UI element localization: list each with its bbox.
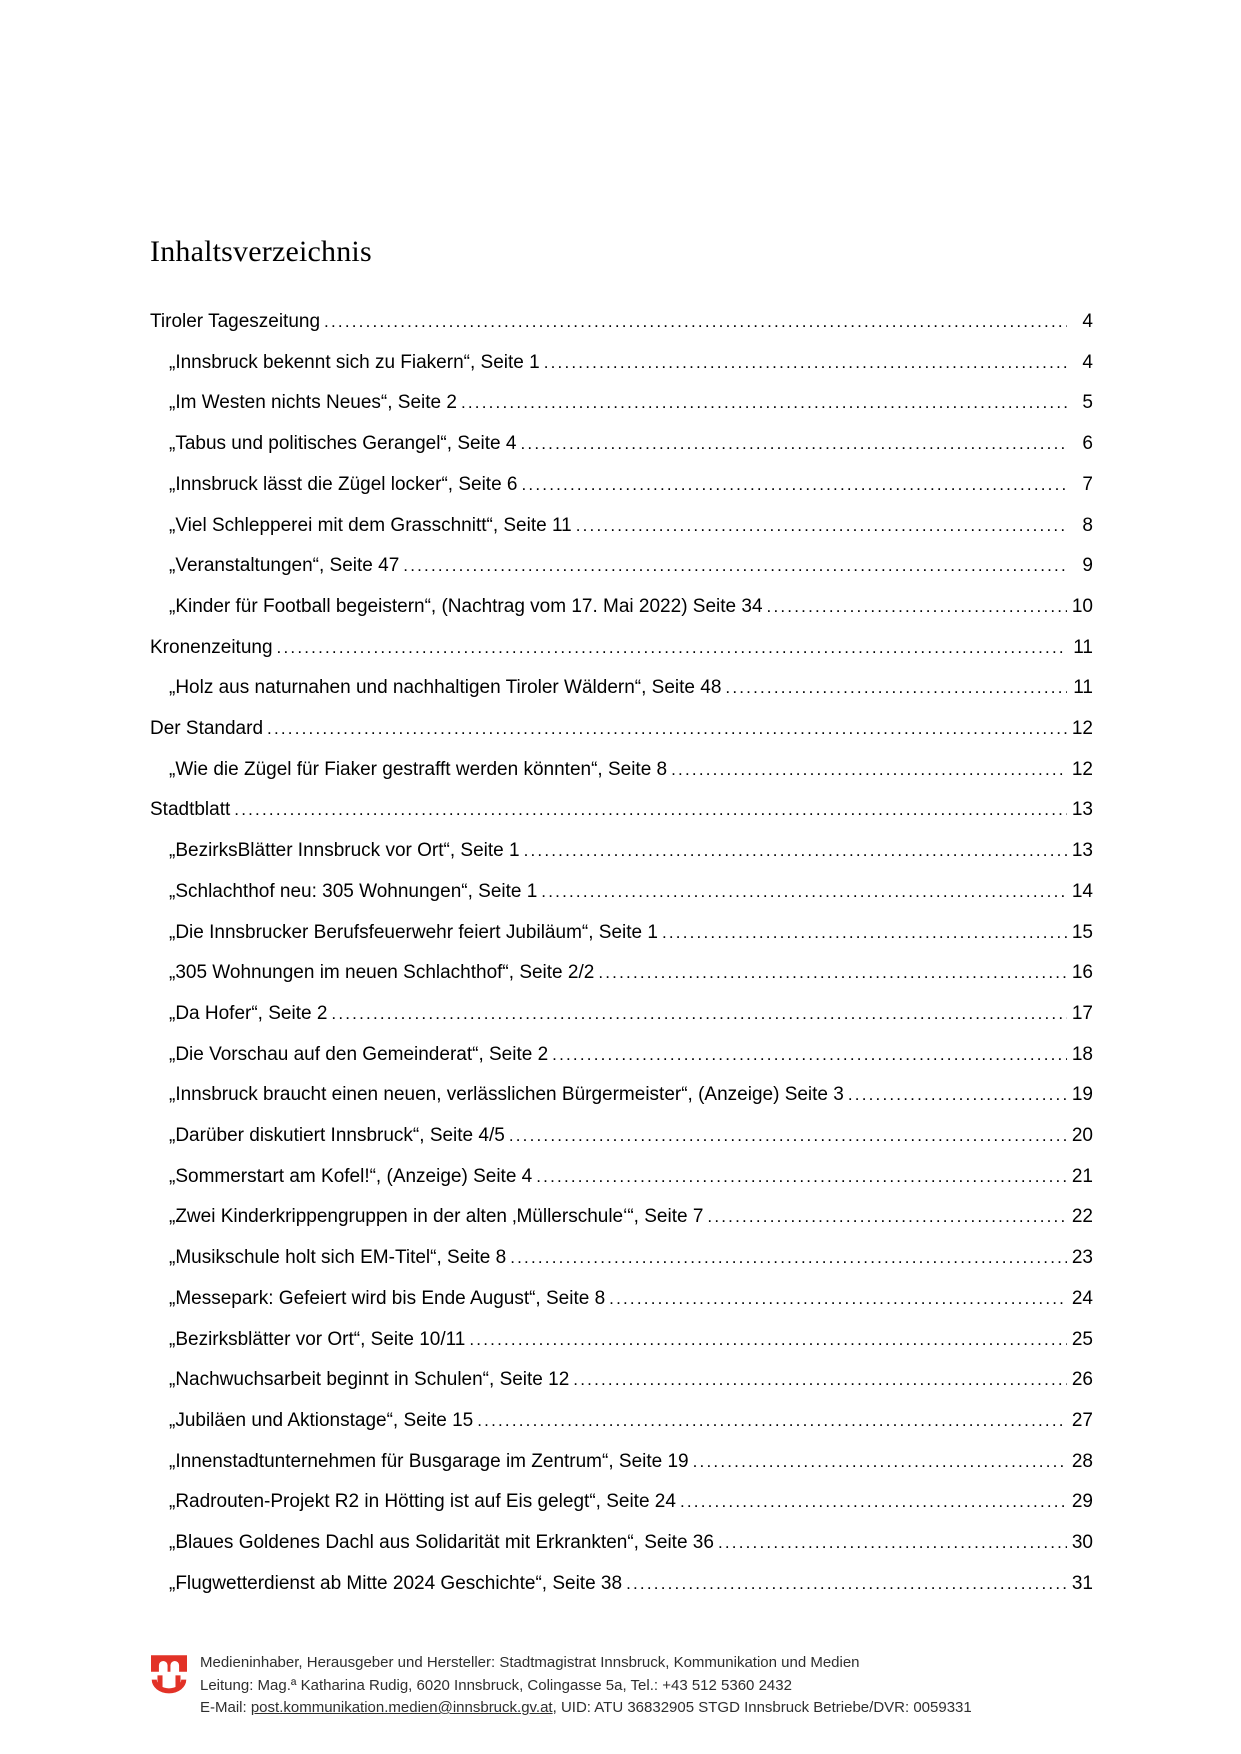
footer-email-prefix: E-Mail: xyxy=(200,1699,251,1716)
toc-entry-page-number: 8 xyxy=(1082,514,1093,536)
toc-entry-page-number: 17 xyxy=(1071,1002,1093,1024)
toc-entry[interactable] xyxy=(150,913,1093,954)
toc-entry[interactable] xyxy=(150,424,1093,465)
toc-entry[interactable] xyxy=(150,1564,1093,1605)
dot-leader xyxy=(541,872,1067,913)
dot-leader xyxy=(520,424,1067,465)
dot-leader xyxy=(707,1197,1067,1238)
toc-entry-page-number: 26 xyxy=(1071,1369,1093,1391)
toc-entry-label: Kronenzeitung xyxy=(150,636,273,658)
toc-entry-label: „Nachwuchsarbeit beginnt in Schulen“, Seite 12 xyxy=(169,1369,570,1391)
dot-leader xyxy=(718,1523,1067,1564)
toc-entry-page-number: 4 xyxy=(1082,351,1093,373)
dot-leader xyxy=(277,628,1067,669)
toc-entry-label: „Da Hofer“, Seite 2 xyxy=(169,1002,328,1024)
dot-leader xyxy=(524,831,1067,872)
page-title: Inhaltsverzeichnis xyxy=(150,235,372,268)
toc-entry[interactable] xyxy=(150,383,1093,424)
toc-entry-page-number: 19 xyxy=(1071,1084,1093,1106)
toc-entry-label: „Darüber diskutiert Innsbruck“, Seite 4/5 xyxy=(169,1125,505,1147)
toc-entry[interactable] xyxy=(150,302,1093,343)
toc-entry-label: „Die Vorschau auf den Gemeinderat“, Seite 2 xyxy=(169,1043,549,1065)
toc-entry-page-number: 28 xyxy=(1071,1450,1093,1472)
dot-leader xyxy=(536,1157,1067,1198)
toc-entry-label: „Musikschule holt sich EM-Titel“, Seite 8 xyxy=(169,1247,507,1269)
dot-leader xyxy=(693,1442,1067,1483)
toc-entry-page-number: 14 xyxy=(1071,880,1093,902)
dot-leader xyxy=(767,587,1067,628)
page-footer xyxy=(151,1652,972,1720)
toc-entry[interactable] xyxy=(150,790,1093,831)
toc-entry-page-number: 13 xyxy=(1071,840,1093,862)
dot-leader xyxy=(848,1075,1067,1116)
toc-entry-label: „Messepark: Gefeiert wird bis Ende August“, Seite 8 xyxy=(169,1287,606,1309)
toc-entry[interactable] xyxy=(150,953,1093,994)
toc-entry-page-number: 5 xyxy=(1082,392,1093,414)
toc-entry-label: „Veranstaltungen“, Seite 47 xyxy=(169,555,400,577)
toc-entry-label: „Die Innsbrucker Berufsfeuerwehr feiert Jubiläum“, Seite 1 xyxy=(169,921,658,943)
toc-entry-page-number: 18 xyxy=(1071,1043,1093,1065)
toc-entry-page-number: 22 xyxy=(1071,1206,1093,1228)
toc-entry[interactable] xyxy=(150,1279,1093,1320)
dot-leader xyxy=(510,1238,1067,1279)
toc-entry-page-number: 15 xyxy=(1071,921,1093,943)
toc-entry-label: „Zwei Kinderkrippengruppen in der alten ‚Müllerschule‘“, Seite 7 xyxy=(169,1206,704,1228)
toc-entry[interactable] xyxy=(150,1523,1093,1564)
dot-leader xyxy=(662,913,1067,954)
toc-entry[interactable] xyxy=(150,546,1093,587)
toc-entry-page-number: 30 xyxy=(1071,1532,1093,1554)
dot-leader xyxy=(234,790,1067,831)
toc-entry[interactable] xyxy=(150,994,1093,1035)
table-of-contents xyxy=(150,302,1093,1605)
toc-entry[interactable] xyxy=(150,506,1093,547)
dot-leader xyxy=(544,343,1067,384)
toc-entry-page-number: 4 xyxy=(1082,311,1093,332)
toc-entry[interactable] xyxy=(150,668,1093,709)
toc-entry[interactable] xyxy=(150,872,1093,913)
toc-entry-label: Stadtblatt xyxy=(150,799,231,821)
dot-leader xyxy=(522,465,1068,506)
toc-entry-page-number: 31 xyxy=(1071,1572,1093,1594)
dot-leader xyxy=(609,1279,1067,1320)
toc-entry[interactable] xyxy=(150,831,1093,872)
dot-leader xyxy=(461,383,1067,424)
dot-leader xyxy=(267,709,1067,750)
toc-entry-page-number: 12 xyxy=(1071,758,1093,780)
toc-entry-label: „305 Wohnungen im neuen Schlachthof“, Seite 2/2 xyxy=(169,962,595,984)
toc-entry[interactable] xyxy=(150,1035,1093,1076)
toc-entry-page-number: 20 xyxy=(1071,1125,1093,1147)
toc-entry[interactable] xyxy=(150,1482,1093,1523)
dot-leader xyxy=(598,953,1067,994)
dot-leader xyxy=(680,1482,1067,1523)
toc-entry-page-number: 29 xyxy=(1071,1491,1093,1513)
toc-entry[interactable] xyxy=(150,1116,1093,1157)
dot-leader xyxy=(573,1360,1067,1401)
dot-leader xyxy=(552,1035,1067,1076)
toc-entry-label: „Viel Schlepperei mit dem Grasschnitt“, Seite 11 xyxy=(169,514,572,536)
toc-entry-label: „Blaues Goldenes Dachl aus Solidarität mit Erkrankten“, Seite 36 xyxy=(169,1532,714,1554)
toc-entry-label: „Sommerstart am Kofel!“, (Anzeige) Seite 4 xyxy=(169,1165,533,1187)
dot-leader xyxy=(725,668,1067,709)
footer-line-publisher: Medieninhaber, Herausgeber und Hersteller: Stadtmagistrat Innsbruck, Kommunikation und Medien xyxy=(200,1654,860,1671)
footer-line-email-uid xyxy=(200,1697,972,1720)
toc-entry-label: „Flugwetterdienst ab Mitte 2024 Geschichte“, Seite 38 xyxy=(169,1572,623,1594)
toc-entry[interactable] xyxy=(150,628,1093,669)
toc-entry-label: „Im Westen nichts Neues“, Seite 2 xyxy=(169,392,457,414)
dot-leader xyxy=(477,1401,1067,1442)
dot-leader xyxy=(469,1320,1067,1361)
toc-entry-label: „Innsbruck lässt die Zügel locker“, Seite 6 xyxy=(169,473,518,495)
toc-entry-label: „Radrouten-Projekt R2 in Hötting ist auf Eis gelegt“, Seite 24 xyxy=(169,1491,676,1513)
toc-entry-label: „Innenstadtunternehmen für Busgarage im Zentrum“, Seite 19 xyxy=(169,1450,689,1472)
toc-entry-label: „Innsbruck braucht einen neuen, verlässlichen Bürgermeister“, (Anzeige) Seite 3 xyxy=(169,1084,844,1106)
toc-entry[interactable] xyxy=(150,1075,1093,1116)
toc-entry-label: „Holz aus naturnahen und nachhaltigen Tiroler Wäldern“, Seite 48 xyxy=(169,677,722,699)
toc-entry[interactable] xyxy=(150,1442,1093,1483)
toc-entry-label: Tiroler Tageszeitung xyxy=(150,311,321,332)
toc-entry[interactable] xyxy=(150,1360,1093,1401)
toc-entry-label: „Bezirksblätter vor Ort“, Seite 10/11 xyxy=(169,1328,466,1350)
toc-entry-page-number: 13 xyxy=(1071,799,1093,821)
toc-entry-label: „BezirksBlätter Innsbruck vor Ort“, Seite 1 xyxy=(169,840,520,862)
dot-leader xyxy=(331,994,1067,1035)
toc-entry-label: „Innsbruck bekennt sich zu Fiakern“, Seite 1 xyxy=(169,351,540,373)
toc-entry-label: „Wie die Zügel für Fiaker gestrafft werden könnten“, Seite 8 xyxy=(169,758,668,780)
toc-entry[interactable] xyxy=(150,343,1093,384)
toc-entry-page-number: 7 xyxy=(1082,473,1093,495)
toc-entry-label: „Jubiläen und Aktionstage“, Seite 15 xyxy=(169,1409,474,1431)
dot-leader xyxy=(324,302,1067,343)
dot-leader xyxy=(671,750,1067,791)
toc-entry-page-number: 25 xyxy=(1071,1328,1093,1350)
dot-leader xyxy=(576,506,1067,547)
toc-entry-page-number: 10 xyxy=(1071,595,1093,617)
innsbruck-city-logo xyxy=(151,1655,187,1695)
toc-entry[interactable] xyxy=(150,750,1093,791)
toc-entry-page-number: 24 xyxy=(1071,1287,1093,1309)
toc-entry-label: „Schlachthof neu: 305 Wohnungen“, Seite 1 xyxy=(169,880,538,902)
toc-entry-page-number: 9 xyxy=(1082,555,1093,577)
toc-entry[interactable] xyxy=(150,587,1093,628)
toc-entry[interactable] xyxy=(150,1401,1093,1442)
toc-entry-page-number: 6 xyxy=(1082,433,1093,455)
toc-entry-page-number: 11 xyxy=(1073,677,1093,699)
document-content xyxy=(150,0,1093,1605)
toc-entry[interactable] xyxy=(150,465,1093,506)
footer-line-contact: Leitung: Mag.ª Katharina Rudig, 6020 Innsbruck, Colingasse 5a, Tel.: +43 512 5360 2432 xyxy=(200,1676,792,1694)
footer-uid-text: , UID: ATU 36832905 STGD Innsbruck Betriebe/DVR: 0059331 xyxy=(552,1699,972,1716)
toc-entry[interactable] xyxy=(150,1238,1093,1279)
email-link[interactable]: post.kommunikation.medien@innsbruck.gv.at xyxy=(250,1699,553,1716)
toc-entry-page-number: 23 xyxy=(1071,1247,1093,1269)
toc-entry-page-number: 16 xyxy=(1071,962,1093,984)
toc-entry-label: Der Standard xyxy=(150,718,264,740)
dot-leader xyxy=(626,1564,1067,1605)
dot-leader xyxy=(509,1116,1067,1157)
toc-entry-page-number: 12 xyxy=(1071,718,1093,740)
toc-entry-page-number: 21 xyxy=(1071,1165,1093,1187)
toc-entry[interactable] xyxy=(150,1197,1093,1238)
footer-text-block xyxy=(200,1652,972,1720)
toc-entry-label: „Kinder für Football begeistern“, (Nachtrag vom 17. Mai 2022) Seite 34 xyxy=(169,595,763,617)
toc-entry[interactable] xyxy=(150,1320,1093,1361)
dot-leader xyxy=(403,546,1067,587)
toc-entry-page-number: 27 xyxy=(1071,1409,1093,1431)
toc-entry[interactable] xyxy=(150,709,1093,750)
toc-entry[interactable] xyxy=(150,1157,1093,1198)
toc-entry-page-number: 11 xyxy=(1073,636,1093,658)
toc-entry-label: „Tabus und politisches Gerangel“, Seite 4 xyxy=(169,433,517,455)
